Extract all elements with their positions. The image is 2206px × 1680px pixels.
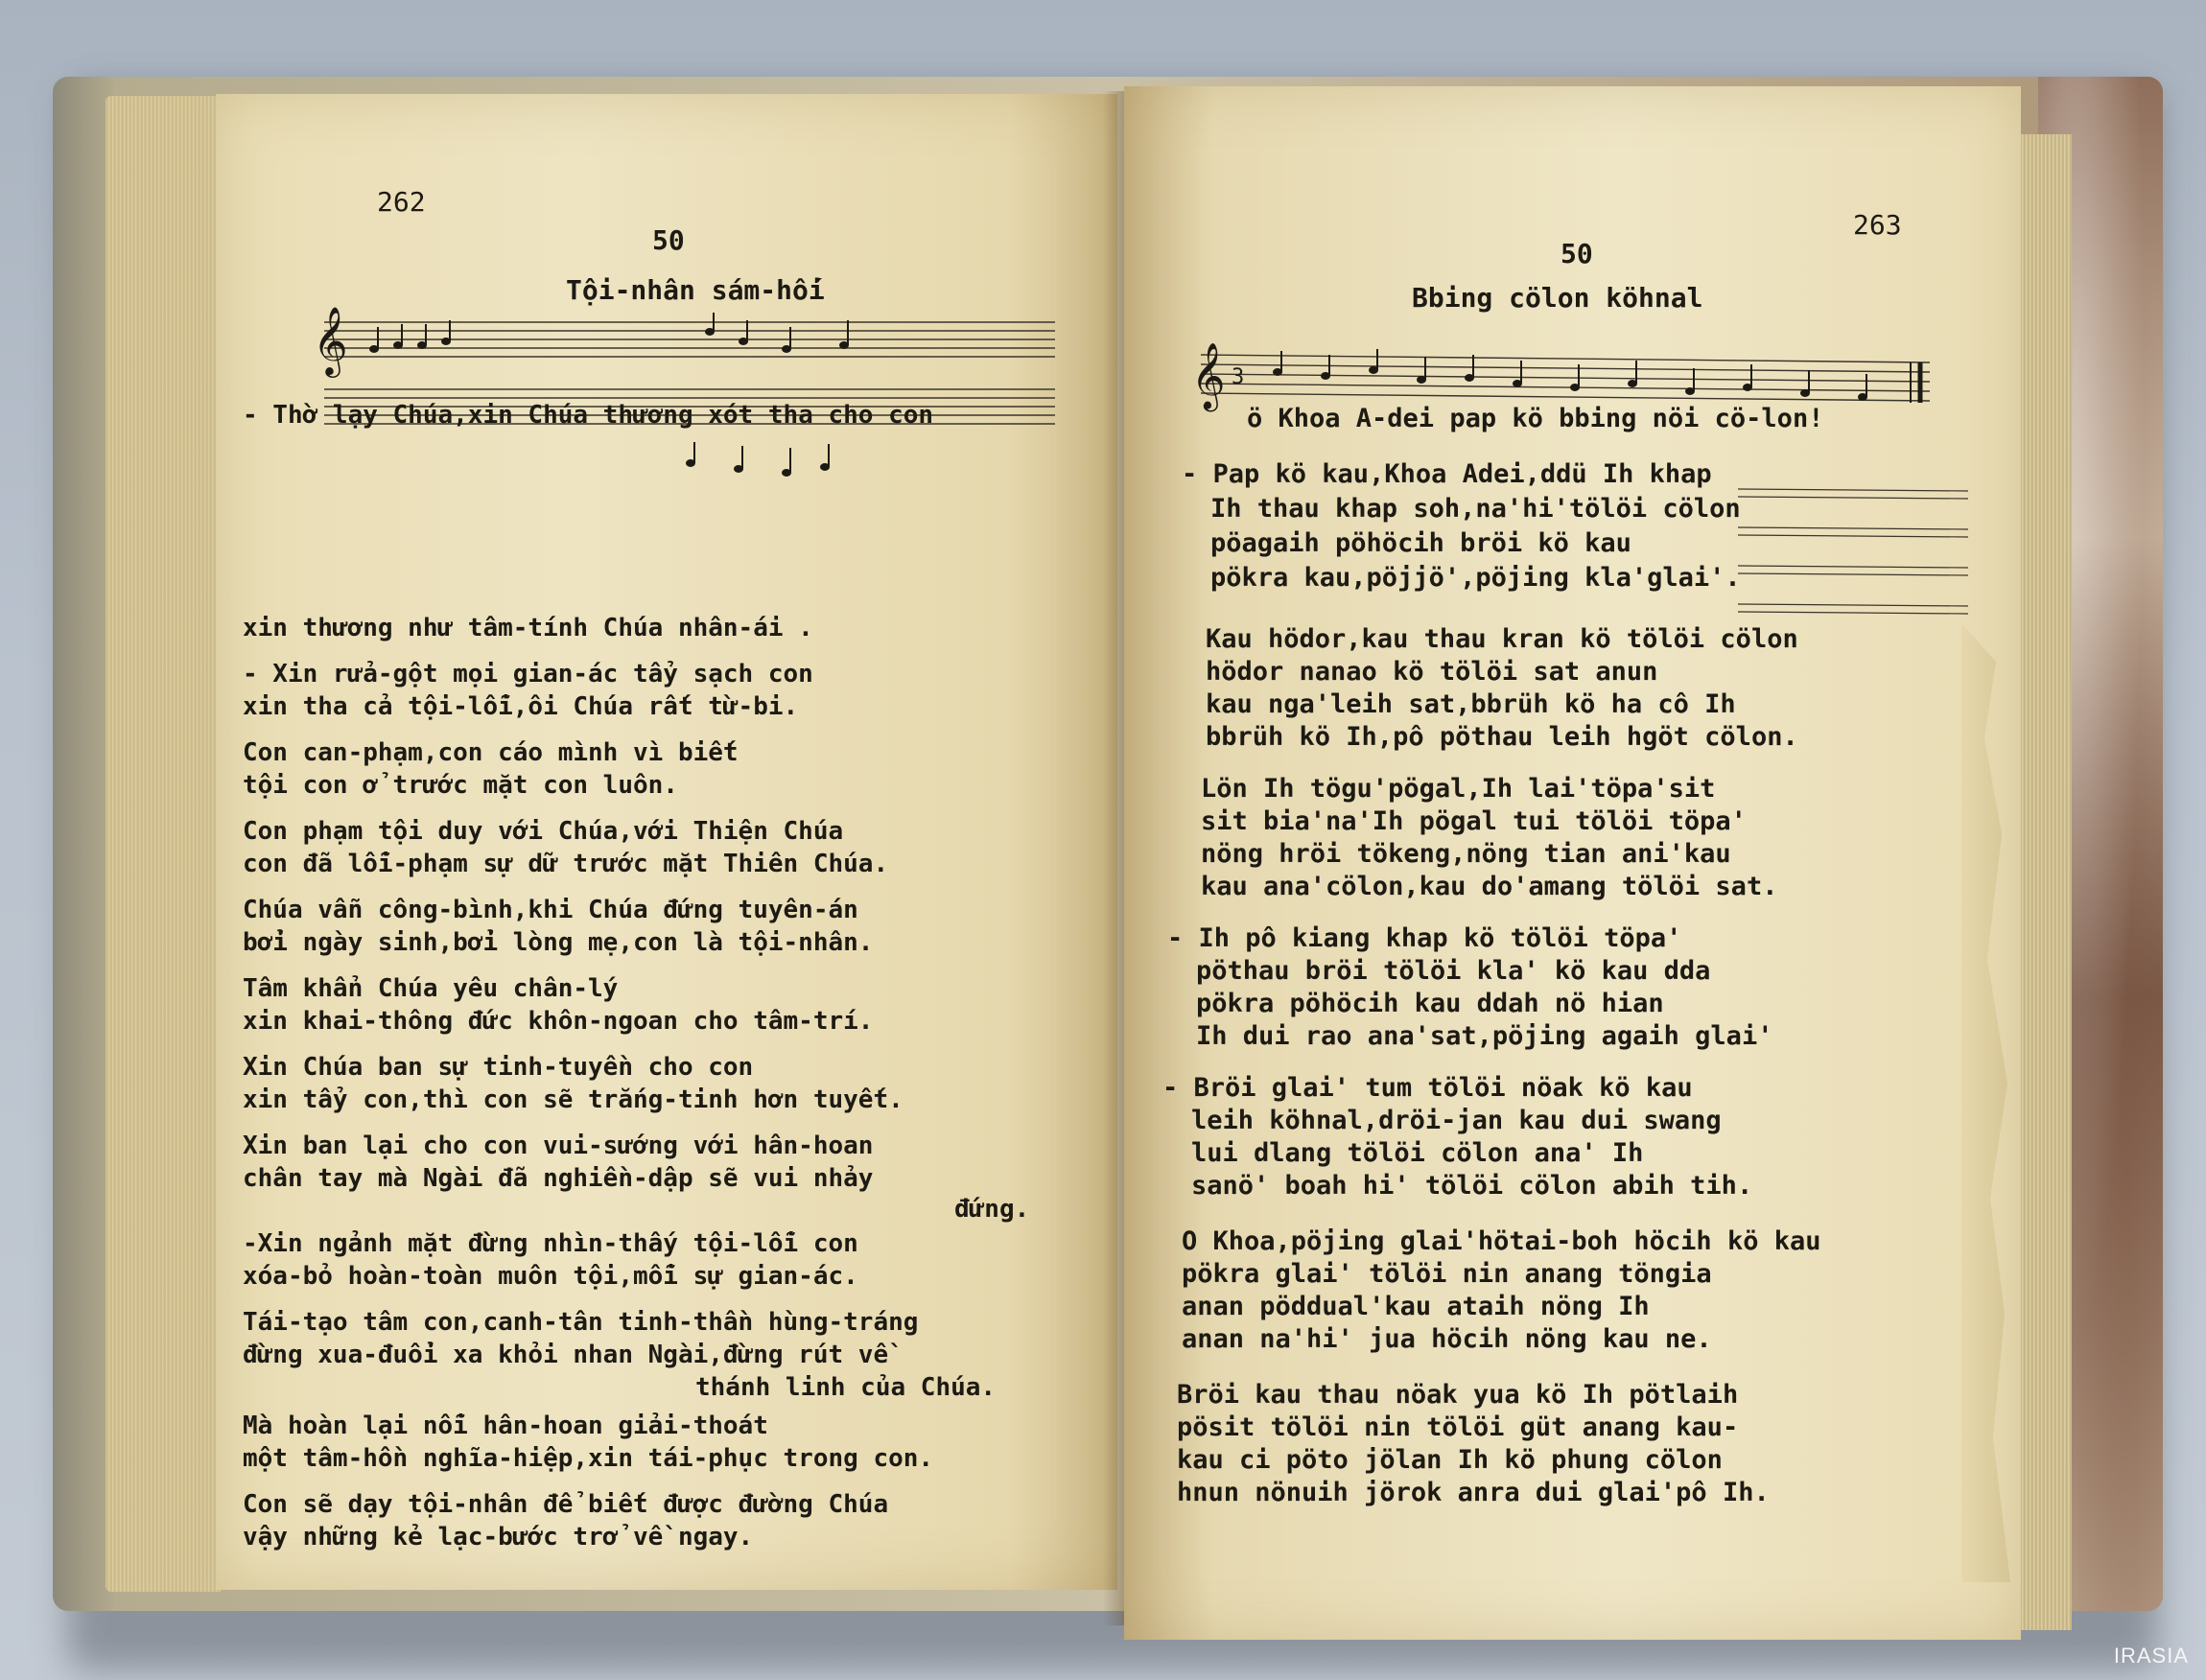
verse-line: pöthau bröi tölöi kla' kö kau dda: [1196, 956, 1711, 986]
lyric-line: Xin ban lại cho con vui-sướng với hân-hoan: [243, 1132, 874, 1160]
lyric-line: vậy những kẻ lạc-bước trở về ngay.: [243, 1523, 754, 1552]
lyric-line: tội con ở trước mặt con luôn.: [243, 771, 678, 800]
verse-line: - Bröi glai' tum tölöi nöak kö kau: [1162, 1073, 1693, 1103]
lyric-line: một tâm-hồn nghĩa-hiệp,xin tái-phục trong con.: [243, 1444, 934, 1473]
left-page-stack: [106, 96, 221, 1592]
lyric-line: Mà hoàn lại nỗi hân-hoan giải-thoát: [243, 1412, 768, 1440]
verse-line: hnun nönuih jörok anra dui glai'pô Ih.: [1177, 1478, 1770, 1507]
verse-line: leih köhnal,dröi-jan kau dui swang: [1191, 1106, 1722, 1135]
verse-line: Kau hödor,kau thau kran kö tölöi cölon: [1206, 624, 1798, 654]
lyric-line: Xin Chúa ban sự tinh-tuyền cho con: [243, 1053, 754, 1082]
staff-lyric: ö Khoa A-dei pap kö bbing nöi cö-lon!: [1247, 404, 1824, 433]
verse-line: Ih dui rao ana'sat,pöjing agaih glai': [1196, 1021, 1773, 1051]
hymn-title: Bbing cölon köhnal: [1412, 282, 1703, 314]
hymn-number: 50: [652, 224, 685, 256]
lyric-line: Tái-tạo tâm con,canh-tân tinh-thần hùng-tráng: [243, 1308, 919, 1337]
verse-line: O Khoa,pöjing glai'hötai-boh höcih kö kau: [1182, 1226, 1821, 1256]
lyric-line: đứng.: [954, 1195, 1030, 1224]
lyric-line: xóa-bỏ hoàn-toàn muôn tội,mỗi sự gian-ác.: [243, 1262, 858, 1291]
lyric-line: Con can-phạm,con cáo mình vì biết: [243, 738, 739, 767]
verse-line: - Ih pô kiang khap kö tölöi töpa': [1167, 923, 1682, 953]
right-page: [1124, 86, 2021, 1640]
lyric-line: Con phạm tội duy với Chúa,với Thiện Chúa: [243, 817, 844, 846]
hymn-number: 50: [1561, 238, 1593, 269]
time-signature: 3: [1232, 365, 1245, 389]
lyric-line: bởi ngày sinh,bởi lòng mẹ,con là tội-nhân.: [243, 928, 874, 957]
page-number: 263: [1853, 209, 1902, 241]
page-number: 262: [377, 186, 426, 218]
verse-line: Ih thau khap soh,na'hi'tölöi cölon: [1210, 494, 1741, 524]
verse-line: kau nga'leih sat,bbrüh kö ha cô Ih: [1206, 689, 1736, 719]
verse-line: pökra pöhöcih kau ddah nö hian: [1196, 989, 1664, 1018]
lyric-line: xin tha cả tội-lỗi,ôi Chúa rất từ-bi.: [243, 692, 799, 721]
verse-line: sit bia'na'Ih pögal tui tölöi töpa': [1201, 806, 1747, 836]
verse-line: bbrüh kö Ih,pô pöthau leih hgöt cölon.: [1206, 722, 1798, 752]
lyric-line: xin thương như tâm-tính Chúa nhân-ái .: [243, 614, 813, 642]
lyric-line: - Xin rửa-gột mọi gian-ác tẩy sạch con: [243, 660, 813, 688]
verse-line: pösit tölöi nin tölöi güt anang kau-: [1177, 1412, 1739, 1442]
lyric-line: xin khai-thông đức khôn-ngoan cho tâm-trí.: [243, 1007, 874, 1036]
verse-line: pöagaih pöhöcih bröi kö kau: [1210, 528, 1631, 558]
lyric-line: Con sẽ dạy tội-nhân để biết được đường Chúa: [243, 1490, 889, 1519]
verse-line: pökra glai' tölöi nin anang töngia: [1182, 1259, 1712, 1289]
verse-line: - Pap kö kau,Khoa Adei,ddü Ih khap: [1182, 459, 1712, 489]
lyric-line: - Thờ lạy Chúa,xin Chúa thương xót tha cho con: [243, 401, 934, 430]
verse-line: lui dlang tölöi cölon ana' Ih: [1191, 1138, 1644, 1168]
verse-line: nöng hröi tökeng,nöng tian ani'kau: [1201, 839, 1731, 869]
verse-line: anan pöddual'kau ataih nöng Ih: [1182, 1292, 1650, 1321]
lyric-line: -Xin ngảnh mặt đừng nhìn-thấy tội-lỗi con: [243, 1229, 858, 1258]
lyric-line: Chúa vẫn công-bình,khi Chúa đứng tuyên-án: [243, 896, 858, 924]
lyric-line: chân tay mà Ngài đã nghiền-dập sẽ vui nhảy: [243, 1164, 874, 1193]
verse-line: hödor nanao kö tölöi sat anun: [1206, 657, 1658, 687]
margin-music-fragment: [1738, 470, 1978, 633]
lyric-line: Tâm khẩn Chúa yêu chân-lý: [243, 974, 619, 1003]
music-staff-2: [307, 434, 1074, 492]
left-page: [216, 94, 1117, 1590]
treble-clef-icon: 𝄞: [1191, 342, 1226, 409]
watermark: IRASIA: [2113, 1644, 2189, 1668]
verse-line: sanö' boah hi' tölöi cölon abih tih.: [1191, 1171, 1753, 1201]
lyric-line: thánh linh của Chúa.: [695, 1373, 997, 1402]
lyric-line: đừng xua-đuổi xa khỏi nhan Ngài,đừng rút về: [243, 1341, 889, 1369]
verse-line: anan na'hi' jua höcih nöng kau ne.: [1182, 1324, 1712, 1354]
treble-clef-icon: 𝄞: [313, 305, 348, 375]
verse-line: kau ci pöto jölan Ih kö phung cölon: [1177, 1445, 1723, 1475]
verse-line: Lön Ih tögu'pögal,Ih lai'töpa'sit: [1201, 774, 1716, 804]
verse-line: kau ana'cölon,kau do'amang tölöi sat.: [1201, 872, 1778, 901]
hymn-title: Tội-nhân sám-hối: [566, 274, 825, 306]
verse-line: Bröi kau thau nöak yua kö Ih pötlaih: [1177, 1380, 1739, 1410]
lyric-line: con đã lỗi-phạm sự dữ trước mặt Thiên Chúa.: [243, 850, 889, 878]
verse-line: pökra kau,pöjjö',pöjing kla'glai'.: [1210, 563, 1741, 593]
lyric-line: xin tẩy con,thì con sẽ trắng-tinh hơn tuyết.: [243, 1085, 904, 1114]
